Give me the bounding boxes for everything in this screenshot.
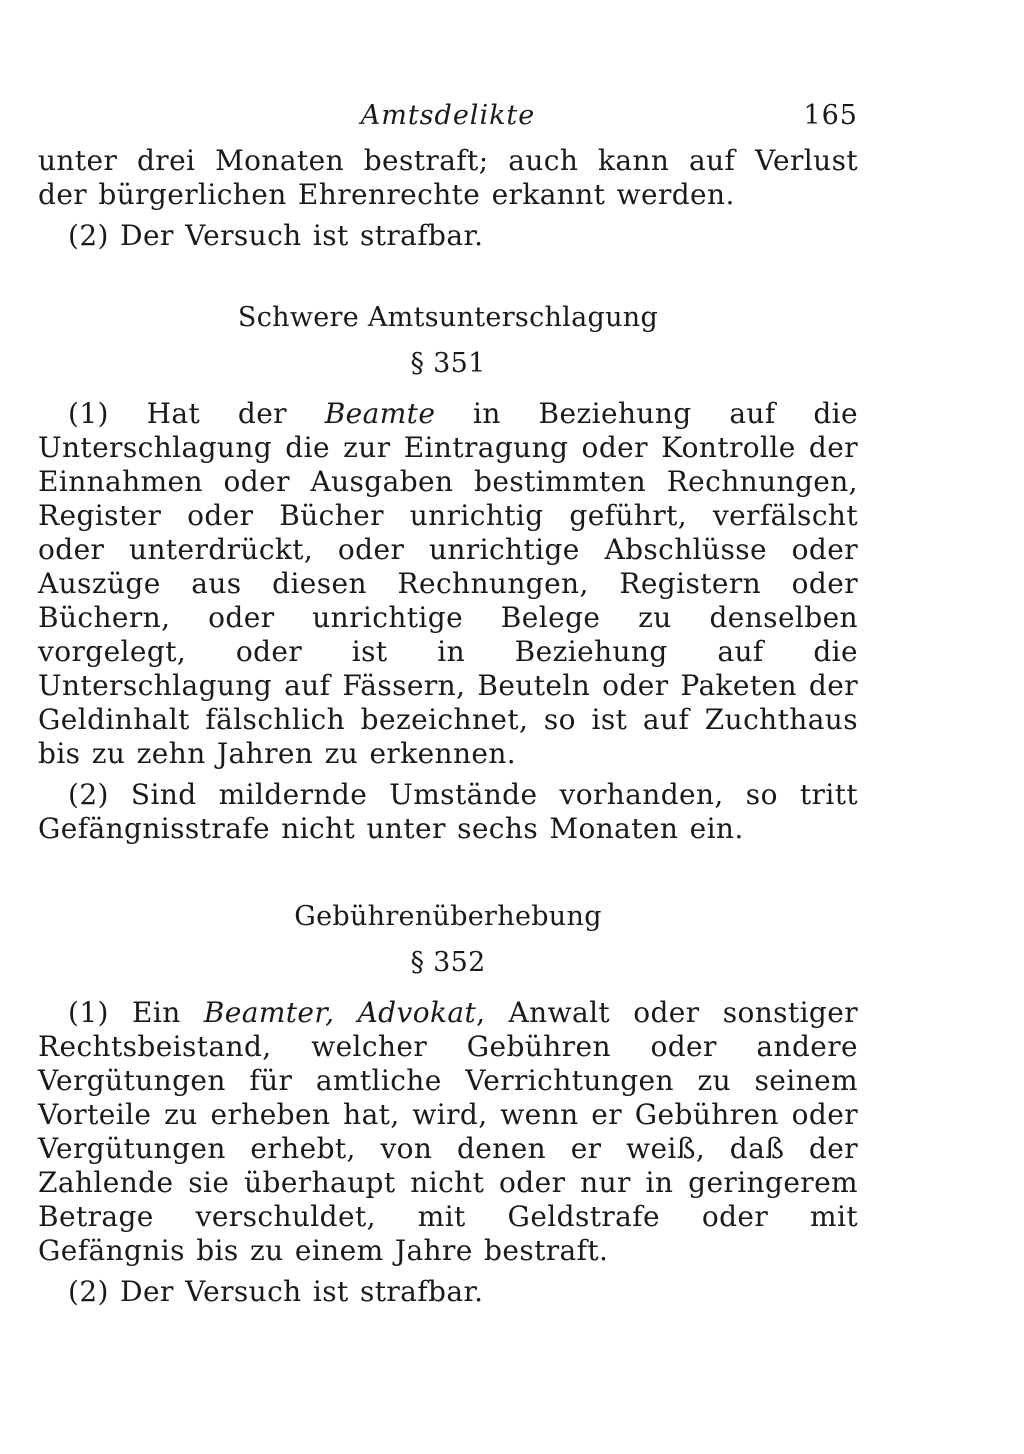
section-351-p1-emphasis: Beamte <box>324 397 436 430</box>
continued-paragraph: unter drei Monaten bestraft; auch kann auf Verlust der bürgerlichen Ehrenrechte erkannt werden. <box>38 144 858 211</box>
section-351-p1-rest: in Beziehung auf die Unterschlagung die zur Eintragung oder Kontrolle der Einnahmen oder Ausgaben bestimmten Rechnungen, Register oder Bücher unrichtig geführt, verfälscht oder unterdrückt, oder unrichtige Abschlüsse oder Auszüge aus diesen Rechnungen, Registern oder Büchern, oder unrichtige Belege zu denselben vorgelegt, oder ist in Beziehung auf die Unterschlagung auf Fässern, Beuteln oder Paketen der Geldinhalt fälschlich bezeichnet, so ist auf Zuchthaus bis zu zehn Jahren zu erkennen. <box>38 397 858 770</box>
running-header <box>38 100 858 144</box>
page-number: 165 <box>803 100 858 131</box>
section-352-p1-rest: , Anwalt oder sonstiger Rechtsbeistand, welcher Gebühren oder andere Vergütungen für amtliche Verrichtungen zu seinem Vorteile zu erheben hat, wird, wenn er Gebühren oder Vergütungen erhebt, von denen er weiß, daß der Zahlende sie überhaupt nicht oder nur in geringerem Betrage verschuldet, mit Geldstrafe oder mit Gefängnis bis zu einem Jahre bestraft. <box>38 996 859 1267</box>
section-352-p1-emphasis-2: Advokat <box>357 996 477 1029</box>
section-351-paragraph-1 <box>38 397 858 771</box>
section-352-title: Gebührenüberhebung <box>294 901 602 932</box>
section-352-p1-separator: , <box>325 996 358 1029</box>
document-page <box>38 100 858 1309</box>
intro-paragraph-2: (2) Der Versuch ist strafbar. <box>68 219 484 252</box>
section-352-paragraph-1 <box>38 996 858 1268</box>
running-title: Amtsdelikte <box>360 100 536 131</box>
section-352-p1-lead: (1) Ein <box>68 996 204 1029</box>
section-352-paragraph-2: (2) Der Versuch ist strafbar. <box>68 1275 484 1308</box>
section-352-p1-emphasis-1: Beamter <box>203 996 326 1029</box>
section-351-number: § 351 <box>410 348 486 379</box>
section-351-paragraph-2: (2) Sind mildernde Umstände vorhanden, so tritt Gefängnisstrafe nicht unter sechs Monaten ein. <box>38 778 858 845</box>
section-351-title: Schwere Amtsunterschlagung <box>237 302 659 333</box>
section-351-p1-lead: (1) Hat der <box>68 397 325 430</box>
section-352-number: § 352 <box>410 947 486 978</box>
